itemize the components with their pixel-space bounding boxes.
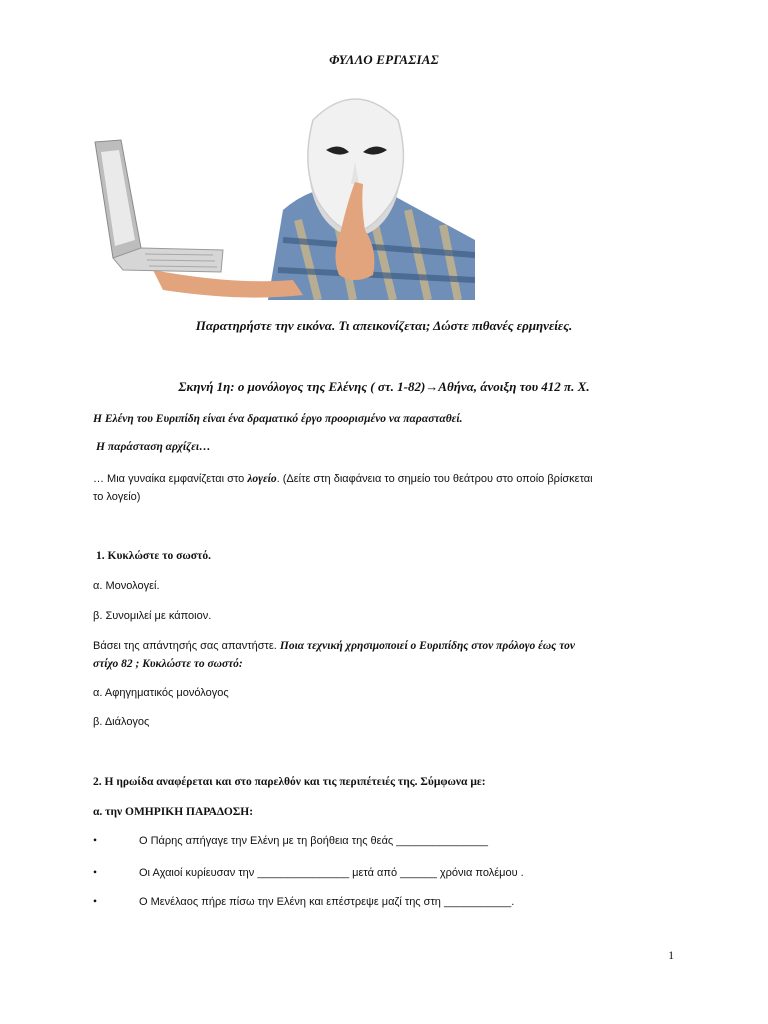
q1-option-a: α. Μονολογεί. [93, 580, 160, 592]
woman-appears-line2: το λογείο) [93, 491, 141, 503]
list-item-text: Ο Μενέλαος πήρε πίσω την Ελένη και επέστρεψε μαζί της στη ___________. [139, 896, 515, 908]
bullet-icon: • [93, 896, 98, 908]
bullet-icon: • [93, 867, 98, 879]
list-item-text: Ο Πάρης απήγαγε την Ελένη με τη βοήθεια της θεάς _______________ [139, 835, 489, 847]
woman-appears-prefix: … Μια γυναίκα εμφανίζεται στο [93, 473, 248, 485]
q2-title: 2. Η ηρωίδα αναφέρεται και στο παρελθόν και τις περιπέτειές της. Σύμφωνα με: [93, 776, 486, 788]
worksheet-title: ΦΥΛΛΟ ΕΡΓΑΣΙΑΣ [329, 52, 439, 67]
q1b-option-a: α. Αφηγηματικός μονόλογος [93, 687, 229, 699]
q1b-option-b: β. Διάλογος [93, 716, 150, 728]
q1-followup-line2: στίχο 82 ; Κυκλώστε το σωστό: [93, 658, 243, 670]
page-number: 1 [668, 950, 674, 962]
q1-followup-bold: Ποια τεχνική χρησιμοποιεί ο Ευριπίδης στον πρόλογο έως τον [279, 640, 575, 652]
q1-option-b: β. Συνομιλεί με κάποιον. [93, 610, 212, 622]
woman-appears-paragraph [93, 470, 683, 506]
q1-followup [93, 637, 683, 673]
hero-image [93, 80, 475, 300]
intro-line: Η Ελένη του Ευριπίδη είναι ένα δραματικό έργο προορισμένο να παρασταθεί. [93, 413, 463, 425]
bullet-icon: • [93, 835, 98, 847]
scene-heading: Σκηνή 1η: ο μονόλογος της Ελένης ( στ. 1-82)→Αθήνα, άνοιξη του 412 π. Χ. [178, 379, 590, 394]
masked-person-illustration [93, 80, 475, 300]
q1-followup-prefix: Βάσει της απάντησής σας απαντήστε. [93, 640, 280, 652]
list-item-text: Οι Αχαιοί κυρίευσαν την _______________ μετά από ______ χρόνια πολέμου . [139, 867, 524, 879]
woman-appears-bold: λογείο [247, 473, 277, 485]
image-instruction: Παρατηρήστε την εικόνα. Τι απεικονίζεται; Δώστε πιθανές ερμηνείες. [195, 318, 573, 333]
q2-subtitle: α. την ΟΜΗΡΙΚΗ ΠΑΡΑΔΟΣΗ: [93, 806, 254, 818]
woman-appears-suffix: . (Δείτε στη διαφάνεια το σημείο του θεάτρου στο οποίο βρίσκεται [276, 473, 593, 485]
performance-starts: Η παράσταση αρχίζει… [96, 441, 211, 453]
q1-title: 1. Κυκλώστε το σωστό. [96, 550, 211, 562]
